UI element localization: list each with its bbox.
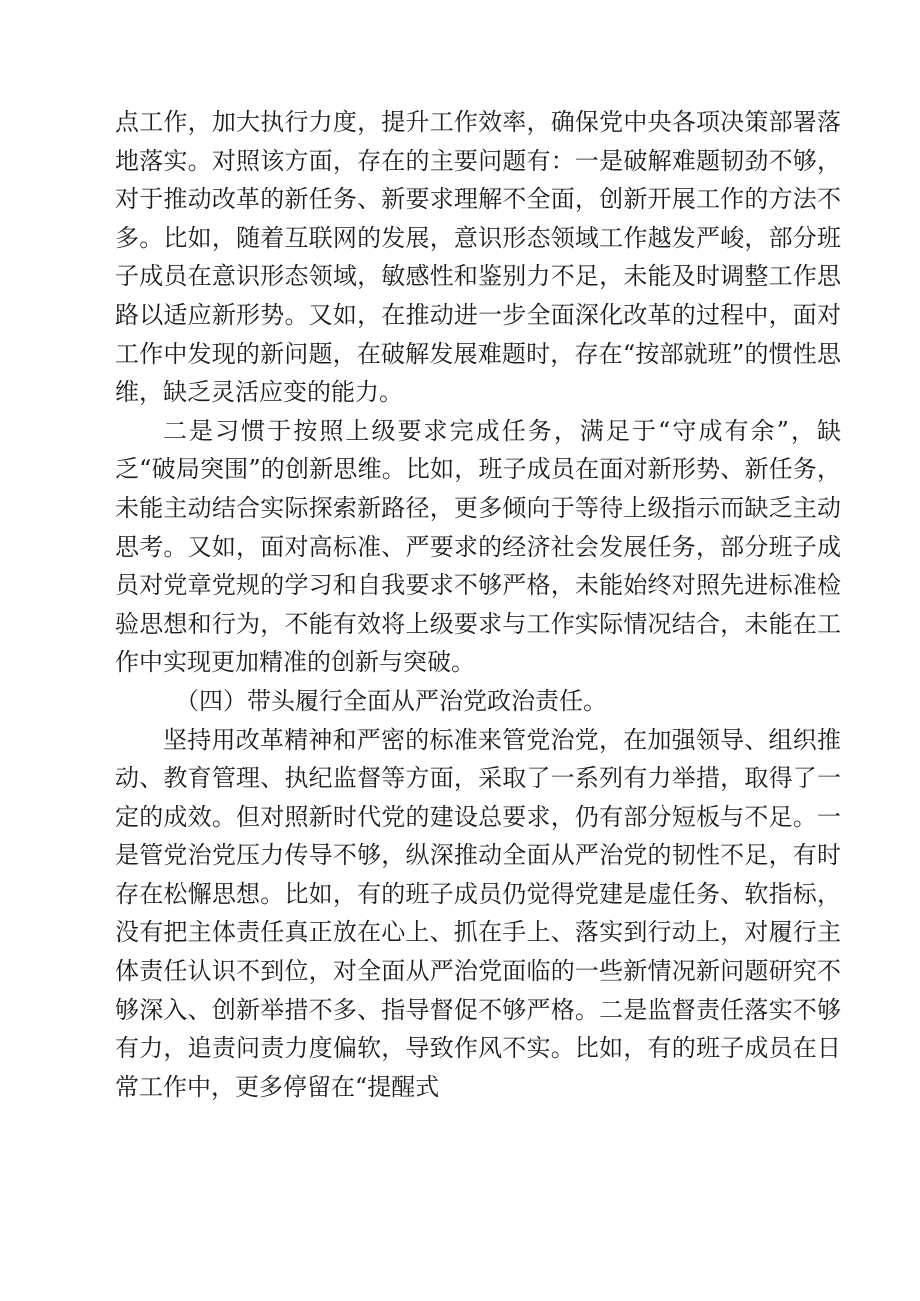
section-heading-four: （四）带头履行全面从严治党政治责任。: [175, 686, 607, 715]
paragraph-party-governance: 坚持用改革精神和严密的标准来管党治党，在加强领导、组织推动、教育管理、执纪监督等方面，采取了一系列有力举措，取得了一定的成效。但对照新时代党的建设总要求，仍有部分短板与不足。一是管党治党压力传导不够，纵深推动全面从严治党的韧性不足，有时存在松懈思想。比如，有的班子成员仍觉得党建是虚任务、软指标，没有把主体责任真正放在心上、抓在手上、落实到行动上，对履行主体责任认识不到位，对全面从严治党面临的一些新情况新问题研究不够深入、创新举措不多、指导督促不够严格。二是监督责任落实不够有力，追责问责力度偏软，导致作风不实。比如，有的班子成员在日常工作中，更多停留在“提醒式: [115, 725, 841, 1101]
document-page: [115, 103, 841, 1106]
paragraph-continuation: 点工作，加大执行力度，提升工作效率，确保党中央各项决策部署落地落实。对照该方面，存在的主要问题有：一是破解难题韧劲不够，对于推动改革的新任务、新要求理解不全面，创新开展工作的方法不多。比如，随着互联网的发展，意识形态领域工作越发严峻，部分班子成员在意识形态领域，敏感性和鉴别力不足，未能及时调整工作思路以适应新形势。又如，在推动进一步全面深化改革的过程中，面对工作中发现的新问题，在破解发展难题时，存在“按部就班”的惯性思维，缺乏灵活应变的能力。: [115, 108, 841, 407]
paragraph-second-issue: 二是习惯于按照上级要求完成任务，满足于“守成有余”，缺乏“破局突围”的创新思维。比如，班子成员在面对新形势、新任务，未能主动结合实际探索新路径，更多倾向于等待上级指示而缺乏主动思考。又如，面对高标准、严要求的经济社会发展任务，部分班子成员对党章党规的学习和自我要求不够严格，未能始终对照先进标准检验思想和行为，不能有效将上级要求与工作实际情况结合，未能在工作中实现更加精准的创新与突破。: [115, 416, 841, 677]
